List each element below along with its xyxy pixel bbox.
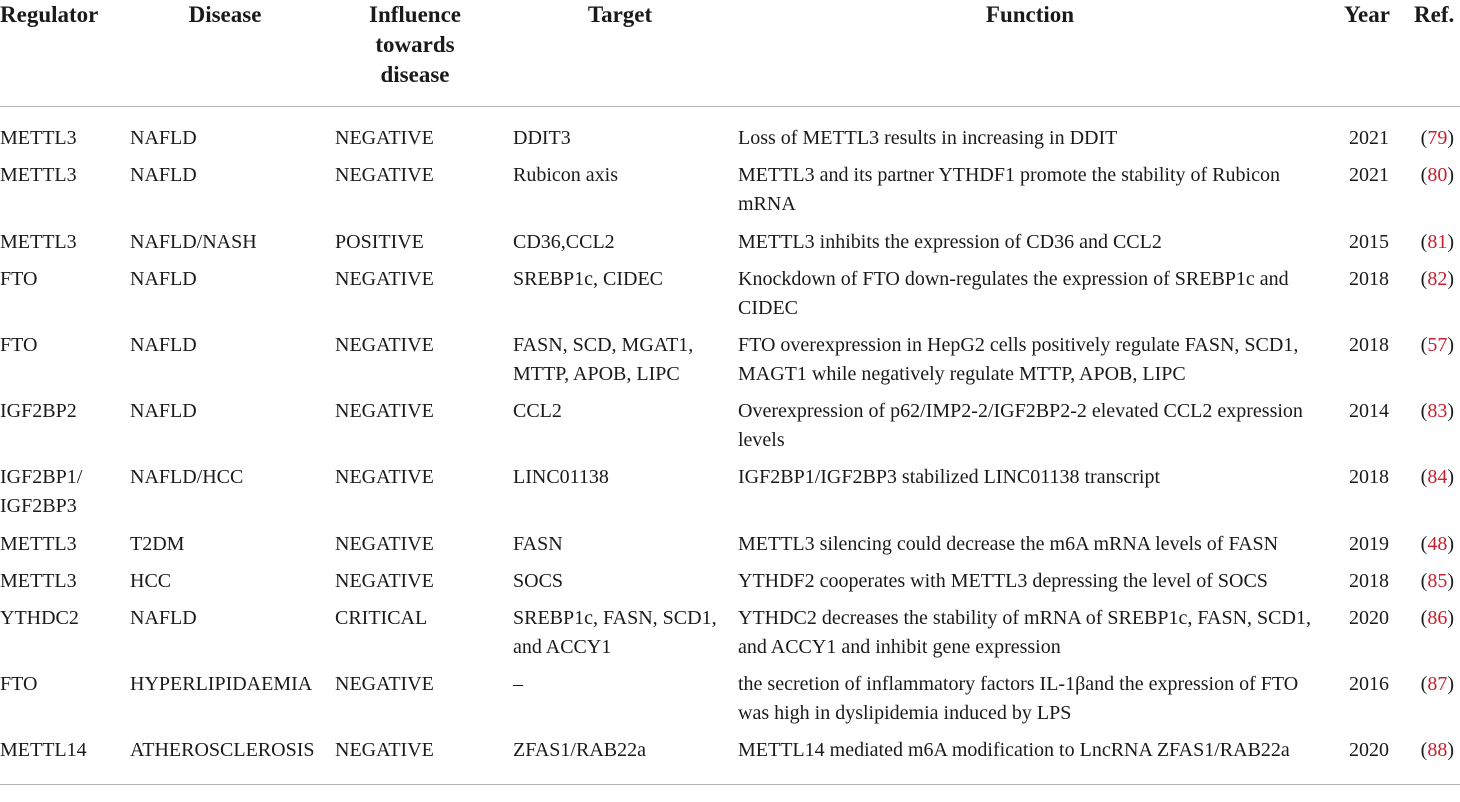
cell-ref: (84) (1420, 466, 1454, 488)
header-rule (0, 106, 1460, 107)
cell-ref: (79) (1420, 127, 1454, 149)
cell-year: 2019 (1349, 533, 1389, 555)
ref-link[interactable]: 80 (1427, 164, 1448, 186)
cell-target: ZFAS1/RAB22a (513, 739, 646, 761)
cell-ref: (80) (1420, 164, 1454, 186)
cell-disease: HYPERLIPIDAEMIA (130, 673, 313, 695)
ref-link[interactable]: 88 (1427, 739, 1448, 761)
cell-regulator: METTL3 (0, 127, 77, 149)
cell-disease: T2DM (130, 533, 185, 555)
cell-influence: CRITICAL (335, 607, 428, 629)
cell-function: YTHDF2 cooperates with METTL3 depressing the level of SOCS (738, 570, 1268, 592)
cell-target: LINC01138 (513, 466, 609, 488)
ref-link[interactable]: 81 (1427, 231, 1448, 253)
cell-disease: HCC (130, 570, 172, 592)
cell-function: METTL14 mediated m6A modification to LncRNA ZFAS1/RAB22a (738, 739, 1290, 761)
cell-year: 2016 (1349, 673, 1389, 695)
cell-year: 2018 (1349, 570, 1389, 592)
cell-function: Knockdown of FTO down-regulates the expression of SREBP1c and CIDEC (738, 268, 1289, 319)
cell-year: 2018 (1349, 466, 1389, 488)
cell-regulator: METTL3 (0, 570, 77, 592)
cell-disease: NAFLD/HCC (130, 466, 244, 488)
cell-year: 2018 (1349, 268, 1389, 290)
cell-function: YTHDC2 decreases the stability of mRNA of SREBP1c, FASN, SCD1, and ACCY1 and inhibit gene expression (738, 607, 1311, 658)
cell-function: Overexpression of p62/IMP2-2/IGF2BP2-2 elevated CCL2 expression levels (738, 400, 1303, 451)
header-influence-line3: disease (380, 62, 450, 87)
cell-ref: (88) (1420, 739, 1454, 761)
cell-influence: POSITIVE (335, 231, 424, 253)
header-function: Function (985, 2, 1075, 27)
cell-ref: (81) (1420, 231, 1454, 253)
ref-link[interactable]: 79 (1427, 127, 1448, 149)
cell-ref: (48) (1420, 533, 1454, 555)
header-ref: Ref. (1414, 2, 1455, 27)
cell-ref: (85) (1420, 570, 1454, 592)
header-regulator: Regulator (0, 2, 99, 27)
cell-target: CCL2 (513, 400, 562, 422)
cell-disease: NAFLD (130, 607, 197, 629)
cell-regulator: FTO (0, 268, 38, 290)
header-influence-line2: towards (375, 32, 455, 57)
cell-target: SOCS (513, 570, 564, 592)
ref-link[interactable]: 85 (1427, 570, 1448, 592)
table-row (0, 670, 1460, 736)
cell-function: METTL3 silencing could decrease the m6A mRNA levels of FASN (738, 533, 1279, 555)
cell-regulator: METTL3 (0, 231, 77, 253)
cell-disease: NAFLD (130, 400, 197, 422)
cell-target: FASN (513, 533, 563, 555)
cell-year: 2014 (1349, 400, 1389, 422)
ref-link[interactable]: 87 (1427, 673, 1448, 695)
cell-influence: NEGATIVE (335, 466, 434, 488)
cell-target: CD36,CCL2 (513, 231, 615, 253)
cell-target: FASN, SCD, MGAT1, MTTP, APOB, LIPC (513, 334, 694, 385)
table-row (0, 736, 1460, 802)
ref-link[interactable]: 48 (1427, 533, 1448, 555)
cell-function: the secretion of inflammatory factors IL-1βand the expression of FTO was high in dyslipidemia induced by LPS (738, 673, 1299, 724)
cell-disease: NAFLD (130, 268, 197, 290)
cell-function: METTL3 inhibits the expression of CD36 and CCL2 (738, 231, 1162, 253)
ref-link[interactable]: 84 (1427, 466, 1448, 488)
table-row (0, 161, 1460, 227)
ref-link[interactable]: 86 (1427, 607, 1448, 629)
cell-function: IGF2BP1/IGF2BP3 stabilized LINC01138 transcript (738, 466, 1161, 488)
header-target: Target (587, 2, 653, 27)
cell-regulator: IGF2BP2 (0, 400, 77, 422)
cell-regulator: FTO (0, 334, 38, 356)
header-disease: Disease (188, 2, 262, 27)
table-row (0, 265, 1460, 331)
cell-year: 2018 (1349, 334, 1389, 356)
cell-disease: NAFLD (130, 334, 197, 356)
cell-function: METTL3 and its partner YTHDF1 promote the stability of Rubicon mRNA (738, 164, 1280, 215)
table-row (0, 463, 1460, 529)
cell-ref: (57) (1420, 334, 1454, 356)
cell-year: 2021 (1349, 127, 1389, 149)
header-year: Year (1344, 2, 1390, 27)
cell-disease: NAFLD/NASH (130, 231, 257, 253)
cell-ref: (86) (1420, 607, 1454, 629)
bottom-rule (0, 784, 1460, 785)
cell-target: – (513, 673, 523, 695)
cell-ref: (87) (1420, 673, 1454, 695)
table-row (0, 397, 1460, 463)
cell-influence: NEGATIVE (335, 533, 434, 555)
cell-year: 2021 (1349, 164, 1389, 186)
ref-link[interactable]: 57 (1427, 334, 1448, 356)
cell-target: DDIT3 (513, 127, 571, 149)
table-row (0, 331, 1460, 397)
cell-influence: NEGATIVE (335, 739, 434, 761)
cell-regulator: FTO (0, 673, 38, 695)
cell-disease: ATHEROSCLEROSIS (130, 739, 315, 761)
cell-regulator: METTL3 (0, 164, 77, 186)
cell-influence: NEGATIVE (335, 673, 434, 695)
cell-target: SREBP1c, FASN, SCD1, and ACCY1 (513, 607, 717, 658)
cell-ref: (83) (1420, 400, 1454, 422)
table-row (0, 604, 1460, 670)
cell-year: 2020 (1349, 739, 1389, 761)
cell-regulator: METTL3 (0, 533, 77, 555)
cell-function: Loss of METTL3 results in increasing in DDIT (738, 127, 1118, 149)
cell-target: SREBP1c, CIDEC (513, 268, 664, 290)
cell-regulator: METTL14 (0, 739, 87, 761)
cell-regulator: YTHDC2 (0, 607, 79, 629)
cell-influence: NEGATIVE (335, 570, 434, 592)
cell-ref: (82) (1420, 268, 1454, 290)
ref-link[interactable]: 82 (1427, 268, 1448, 290)
cell-influence: NEGATIVE (335, 400, 434, 422)
cell-year: 2020 (1349, 607, 1389, 629)
cell-disease: NAFLD (130, 127, 197, 149)
cell-regulator: IGF2BP1/ IGF2BP3 (0, 466, 83, 517)
cell-influence: NEGATIVE (335, 164, 434, 186)
cell-influence: NEGATIVE (335, 334, 434, 356)
cell-function: FTO overexpression in HepG2 cells positively regulate FASN, SCD1, MAGT1 while negatively regulate MTTP, APOB, LIPC (738, 334, 1299, 385)
cell-influence: NEGATIVE (335, 268, 434, 290)
header-influence (340, 0, 490, 90)
cell-disease: NAFLD (130, 164, 197, 186)
cell-influence: NEGATIVE (335, 127, 434, 149)
cell-year: 2015 (1349, 231, 1389, 253)
ref-link[interactable]: 83 (1427, 400, 1448, 422)
header-influence-line1: Influence (369, 2, 461, 27)
cell-target: Rubicon axis (513, 164, 618, 186)
